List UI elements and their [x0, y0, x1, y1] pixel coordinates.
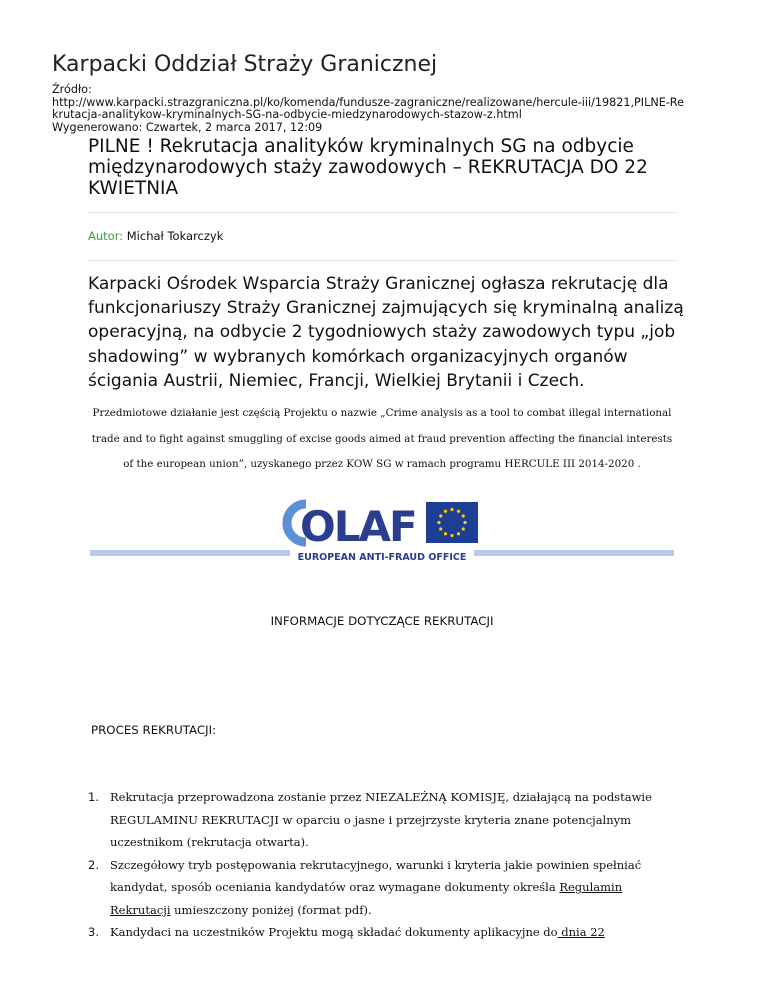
recruitment-steps [88, 786, 678, 944]
regulamin-link[interactable]: Regulamin Rekrutacji [110, 880, 623, 917]
list-number: 1. [88, 790, 99, 804]
article-title: PILNE ! Rekrutacja analityków kryminalnych SG na odbycie międzynarodowych staży zawodowych – REKRUTACJA DO 22 KWIETNIA [88, 136, 648, 199]
list-item [88, 921, 678, 944]
author-name: Michał Tokarczyk [123, 229, 224, 243]
list-item [88, 854, 678, 922]
logo-band-left [90, 550, 290, 556]
list-number: 3. [88, 925, 99, 939]
divider [88, 260, 676, 261]
eu-star [439, 514, 442, 517]
step-text: umieszczony poniżej (format pdf). [170, 902, 372, 917]
recruitment-process-heading: PROCES REKRUTACJI: [91, 723, 217, 737]
eu-star [444, 510, 447, 513]
list-item [88, 786, 678, 854]
eu-flag-icon [426, 502, 478, 543]
logo-band-right [474, 550, 674, 556]
eu-star [457, 510, 460, 513]
logo-wordmark-text: OLAF [300, 502, 416, 551]
author-label: Autor: [88, 229, 124, 243]
eu-star [437, 521, 440, 524]
project-info: Przedmiotowe działanie jest częścią Projektu o nazwie „Crime analysis as a tool to combat illegal international trade and to fight against smuggling of excise goods aimed at fraud prevention affecting the financial interests of the european union”, uzyskanego przez KOW SG w ramach programu HERCULE III 2014-2020 . [91, 407, 673, 470]
eu-star [462, 514, 465, 517]
eu-star [457, 532, 460, 535]
step-text: Kandydaci na uczestników Projektu mogą składać dokumenty aplikacyjne do [110, 925, 558, 939]
olaf-wordmark [287, 502, 416, 551]
generated-date: Wygenerowano: Czwartek, 2 marca 2017, 12:09 [52, 120, 323, 134]
eu-star [463, 521, 466, 524]
step-text: Szczegółowy tryb postępowania rekrutacyjnego, warunki i kryteria jakie powinien spełniać kandydat, sposób oceniania kandydatów oraz wymagane dokumenty określa [110, 857, 642, 894]
recruitment-info-heading: INFORMACJE DOTYCZĄCE REKRUTACJI [270, 614, 494, 628]
eu-star [444, 532, 447, 535]
article-lead: Karpacki Ośrodek Wsparcia Straży Granicznej ogłasza rekrutację dla funkcjonariuszy Straży Granicznej zajmujących się kryminalną analizą operacyjną, na odbycie 2 tygodniowych staży zawodowych typu „job shadowing” w wybranych komórkach organizacyjnych organów ścigania Austrii, Niemiec, Francji, Wielkiej Brytanii i Czech. [88, 274, 684, 391]
source-meta [52, 84, 732, 134]
eu-star [450, 534, 453, 537]
author-line [88, 229, 223, 243]
olaf-logo [90, 498, 674, 564]
source-url-line-2[interactable]: krutacja-analitykow-kryminalnych-SG-na-odbycie-miedzynarodowych-stazow-z.html [52, 108, 522, 121]
step-text: Rekrutacja przeprowadzona zostanie przez NIEZALEŻNĄ KOMISJĘ, działającą na podstawie REGULAMINU REKRUTACJI w oparciu o jasne i przejrzyste kryteria znane potencjalnym uczestnikom (rekrutacja otwarta). [110, 790, 652, 849]
source-label: Źródło: [52, 83, 92, 96]
eu-star [450, 508, 453, 511]
eu-star [439, 527, 442, 530]
logo-caption: EUROPEAN ANTI-FRAUD OFFICE [297, 552, 467, 563]
deadline-link[interactable]: dnia 22 [557, 925, 605, 939]
site-title: Karpacki Oddział Straży Granicznej [52, 52, 438, 77]
eu-star [462, 527, 465, 530]
divider [88, 212, 676, 213]
list-number: 2. [88, 857, 99, 872]
source-url-line-1[interactable]: http://www.karpacki.strazgraniczna.pl/ko/komenda/fundusze-zagraniczne/realizowane/hercule-iii/19821,PILNE-Re [52, 95, 684, 109]
